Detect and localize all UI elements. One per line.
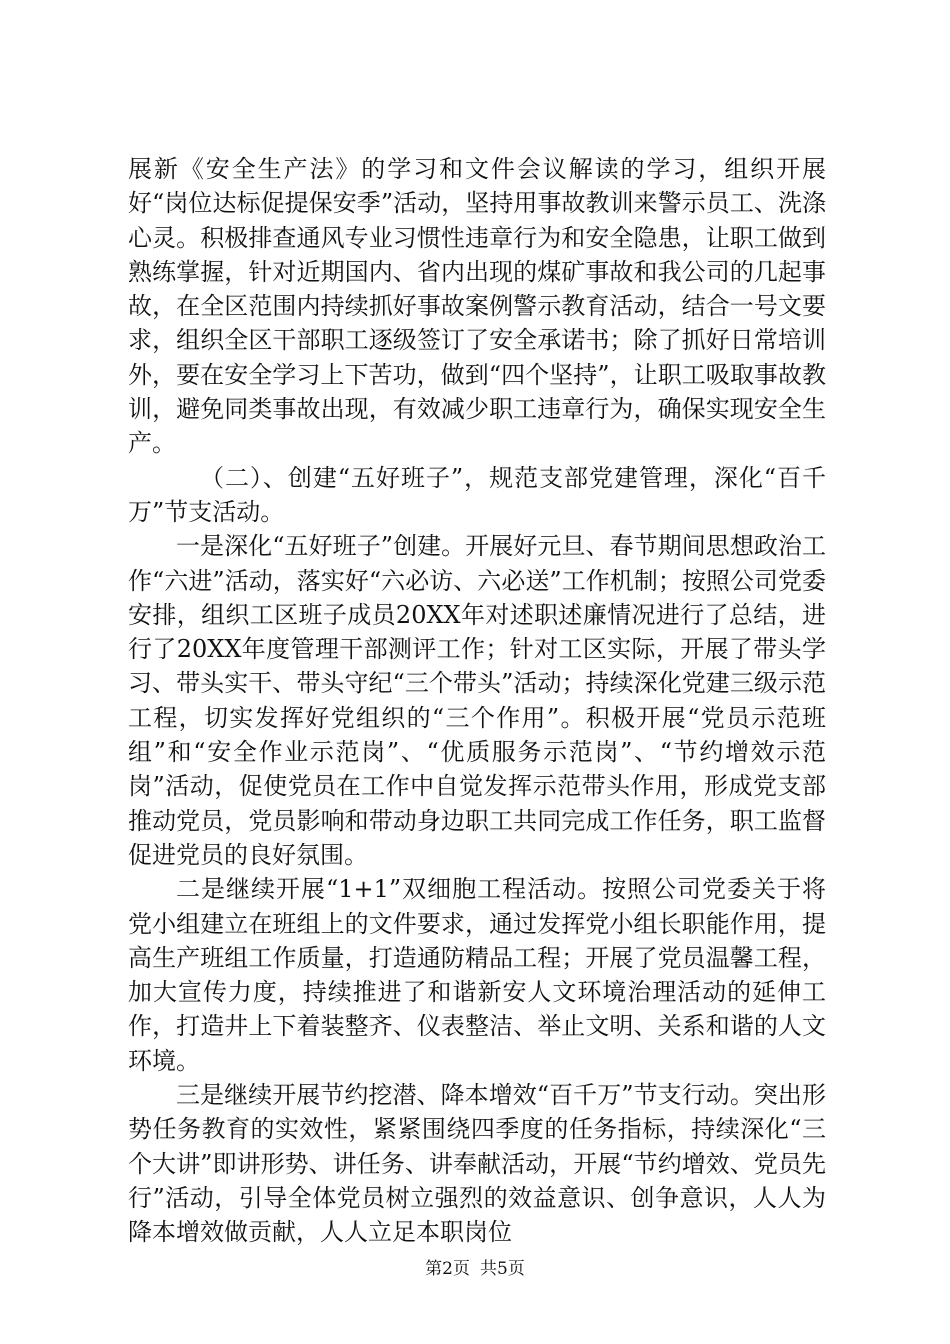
page-footer <box>0 1258 950 1280</box>
section-heading: （二）、创建“五好班子”，规范支部党建管理，深化“百千万”节支活动。 <box>128 463 826 526</box>
page-number: 第2页 <box>425 1259 470 1279</box>
page-total: 共5页 <box>480 1259 525 1279</box>
paragraph-two: 二是继续开展“1+1”双细胞工程活动。按照公司党委关于将党小组建立在班组上的文件要求，通过发挥党小组长职能作用，提高生产班组工作质量，打造通防精品工程；开展了党员温馨工程，加大宣传力度，持续推进了和谐新安人文环境治理活动的延伸工作，打造井上下着装整齐、仪表整洁、举止文明、关系和谐的人文环境。 <box>128 875 826 1075</box>
paragraph-one: 一是深化“五好班子”创建。开展好元旦、春节期间思想政治工作“六进”活动，落实好“六必访、六必送”工作机制；按照公司党委安排，组织工区班子成员20XX年对述职述廉情况进行了总结，进行了20XX年度管理干部测评工作；针对工区实际，开展了带头学习、带头实干、带头守纪“三个带头”活动；持续深化党建三级示范工程，切实发挥好党组织的“三个作用”。积极开展“党员示范班组”和“安全作业示范岗”、“优质服务示范岗”、“节约增效示范岗”活动，促使党员在工作中自觉发挥示范带头作用，形成党支部推动党员，党员影响和带动身边职工共同完成工作任务，职工监督促进党员的良好氛围。 <box>128 532 826 869</box>
document-body <box>128 152 826 1250</box>
paragraph-three: 三是继续开展节约挖潜、降本增效“百千万”节支行动。突出形势任务教育的实效性，紧紧围绕四季度的任务指标，持续深化“三个大讲”即讲形势、讲任务、讲奉献活动，开展“节约增效、党员先行”活动，引导全体党员树立强烈的效益意识、创争意识，人人为降本增效做贡献，人人立足本职岗位 <box>128 1081 826 1247</box>
paragraph-continued: 展新《安全生产法》的学习和文件会议解读的学习，组织开展好“岗位达标促提保安季”活动，坚持用事故教训来警示员工、洗涤心灵。积极排查通风专业习惯性违章行为和安全隐患，让职工做到熟练掌握，针对近期国内、省内出现的煤矿事故和我公司的几起事故，在全区范围内持续抓好事故案例警示教育活动，结合一号文要求，组织全区干部职工逐级签订了安全承诺书；除了抓好日常培训外，要在安全学习上下苦功，做到“四个坚持”，让职工吸取事故教训，避免同类事故出现，有效减少职工违章行为，确保实现安全生产。 <box>128 155 826 458</box>
